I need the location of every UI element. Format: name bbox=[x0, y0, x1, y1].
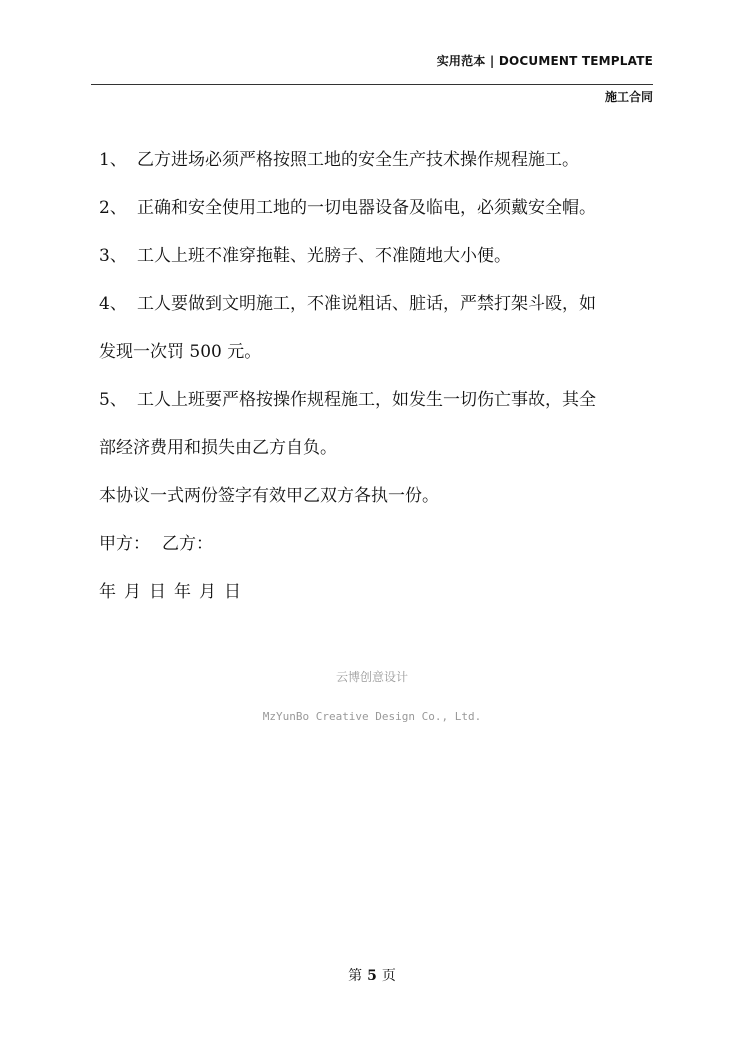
header-subtitle: 施工合同 bbox=[604, 90, 653, 104]
clause-number: 2、 bbox=[99, 198, 127, 218]
date-year-b: 年 bbox=[174, 582, 191, 602]
page-number bbox=[0, 965, 744, 985]
footer-company-en: MzYunBo Creative Design Co., Ltd. bbox=[262, 710, 482, 723]
party-a-label: 甲方： bbox=[99, 534, 150, 554]
clause-3 bbox=[99, 232, 659, 280]
date-month-b: 月 bbox=[199, 582, 216, 602]
clause-number: 4、 bbox=[99, 294, 127, 314]
page-prefix: 第 bbox=[348, 968, 363, 984]
date-day-a: 日 bbox=[149, 582, 166, 602]
clause-number: 5、 bbox=[99, 390, 127, 410]
clause-4-continued bbox=[99, 328, 659, 376]
clause-5-continued bbox=[99, 424, 659, 472]
clause-1 bbox=[99, 136, 659, 184]
clause-5 bbox=[99, 376, 659, 424]
date-day-b: 日 bbox=[224, 582, 241, 602]
clause-4 bbox=[99, 280, 659, 328]
page-number-value: 5 bbox=[367, 968, 377, 984]
date-month-a: 月 bbox=[124, 582, 141, 602]
date-year-a: 年 bbox=[99, 582, 116, 602]
party-b-label: 乙方： bbox=[162, 534, 213, 554]
clause-text-continued: 发现一次罚 500 元。 bbox=[99, 342, 262, 362]
date-line bbox=[99, 568, 659, 616]
clause-text: 正确和安全使用工地的一切电器设备及临电，必须戴安全帽。 bbox=[137, 198, 596, 218]
page-suffix: 页 bbox=[381, 968, 396, 984]
signature-line bbox=[99, 520, 659, 568]
agreement-statement: 本协议一式两份签字有效甲乙双方各执一份。 bbox=[99, 486, 439, 506]
clause-text-continued: 部经济费用和损失由乙方自负。 bbox=[99, 438, 337, 458]
header-title: 实用范本 | DOCUMENT TEMPLATE bbox=[436, 54, 653, 68]
clause-text: 工人上班不准穿拖鞋、光膀子、不准随地大小便。 bbox=[137, 246, 511, 266]
clause-text: 乙方进场必须严格按照工地的安全生产技术操作规程施工。 bbox=[137, 150, 579, 170]
document-body bbox=[99, 136, 659, 616]
clause-text: 工人上班要严格按操作规程施工，如发生一切伤亡事故，其全 bbox=[137, 390, 596, 410]
clause-text: 工人要做到文明施工，不准说粗话、脏话，严禁打架斗殴，如 bbox=[137, 294, 596, 314]
header-divider bbox=[91, 84, 653, 85]
clause-number: 3、 bbox=[99, 246, 127, 266]
footer-company-cn: 云博创意设计 bbox=[335, 670, 408, 684]
clause-2 bbox=[99, 184, 659, 232]
clause-number: 1、 bbox=[99, 150, 127, 170]
